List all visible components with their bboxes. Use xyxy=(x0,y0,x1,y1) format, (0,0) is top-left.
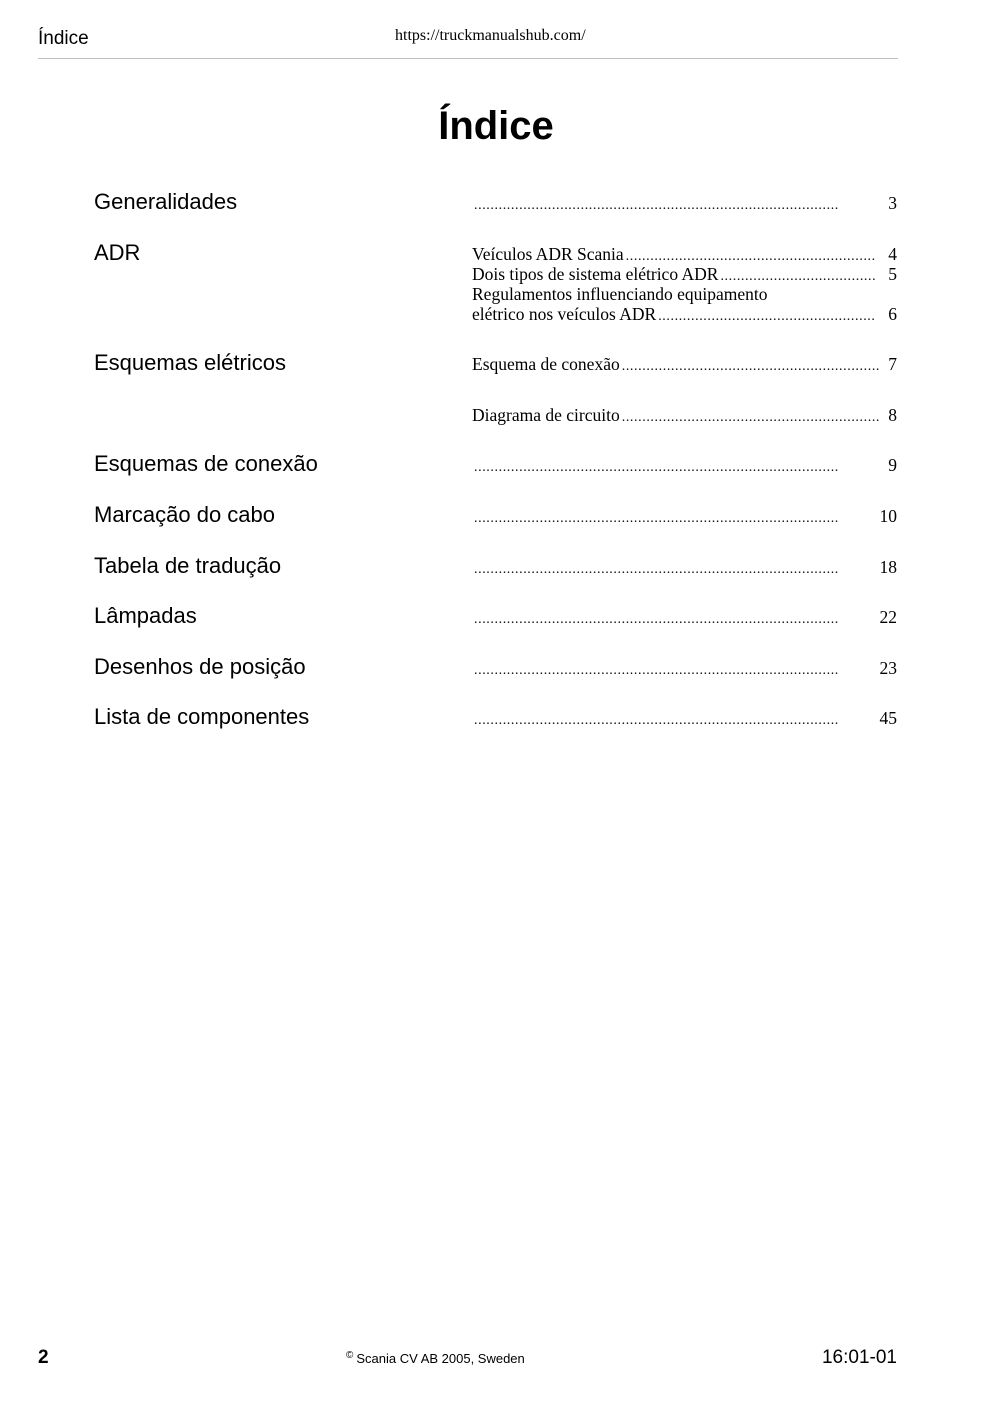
toc-section-marcacao-cabo: Marcação do cabo xyxy=(94,502,275,527)
toc-entry-label: Veículos ADR Scania xyxy=(472,244,624,264)
toc-section-desenhos-posicao: Desenhos de posição xyxy=(94,654,306,679)
toc-entry-label: elétrico nos veículos ADR xyxy=(472,304,657,324)
toc-entry-diagrama-circuito[interactable] xyxy=(472,405,897,428)
toc-page-number: 3 xyxy=(888,193,897,213)
footer-copyright xyxy=(346,1350,525,1366)
toc-entry-tabela-traducao[interactable] xyxy=(472,557,897,580)
toc-dot-leader: ...................................... xyxy=(720,269,877,284)
toc-page-number: 22 xyxy=(879,607,897,627)
toc-page-number: 6 xyxy=(888,304,897,324)
toc-page-number: 45 xyxy=(879,708,897,728)
toc-entry-label: Dois tipos de sistema elétrico ADR xyxy=(472,264,719,284)
toc-entry-esquema-conexao[interactable] xyxy=(472,354,897,377)
toc-entry-regulamentos[interactable] xyxy=(472,304,897,327)
footer-page-number: 2 xyxy=(38,1347,49,1368)
toc-entry-desenhos-posicao[interactable] xyxy=(472,658,897,681)
toc-dot-leader: ......................................................................................... xyxy=(474,460,839,475)
toc-section-esquemas-conexao: Esquemas de conexão xyxy=(94,451,318,476)
toc-dot-leader: ......................................................................................... xyxy=(474,713,839,728)
toc-section-adr: ADR xyxy=(94,240,141,265)
toc-entry-generalidades[interactable] xyxy=(472,193,897,216)
toc-page-number: 23 xyxy=(879,658,897,678)
toc-entry-label: Diagrama de circuito xyxy=(472,405,620,425)
toc-dot-leader: ............................................................... xyxy=(621,359,881,374)
toc-page-number: 9 xyxy=(888,455,897,475)
footer-date-code: 16:01-01 xyxy=(821,1347,897,1368)
toc-page-number: 7 xyxy=(888,354,897,374)
toc-entry-lampadas[interactable] xyxy=(472,607,897,630)
toc-entry-label: Esquema de conexão xyxy=(472,354,620,374)
toc-page-number: 18 xyxy=(879,557,897,577)
header-section-name: Índice xyxy=(38,28,89,49)
toc-section-tabela-traducao: Tabela de tradução xyxy=(94,553,282,578)
header-url-link[interactable]: https://truckmanualshub.com/ xyxy=(395,27,586,44)
toc-dot-leader: ............................................................. xyxy=(625,249,876,264)
toc-dot-leader: ......................................................................................... xyxy=(474,198,839,213)
toc-page-number: 10 xyxy=(879,506,897,526)
toc-dot-leader: ......................................................................................... xyxy=(474,562,839,577)
copyright-symbol: © xyxy=(346,1350,354,1361)
toc-section-generalidades: Generalidades xyxy=(94,189,238,214)
header-divider xyxy=(38,58,898,59)
toc-section-lista-componentes: Lista de componentes xyxy=(94,704,310,729)
toc-section-esquemas-eletricos: Esquemas elétricos xyxy=(94,350,286,375)
toc-dot-leader: ......................................................................................... xyxy=(474,663,839,678)
copyright-text: Scania CV AB 2005, Sweden xyxy=(356,1351,525,1366)
toc-entry-regulamentos-line1[interactable]: Regulamentos influenciando equipamento xyxy=(472,284,768,304)
toc-entry-marcacao-cabo[interactable] xyxy=(472,506,897,529)
toc-dot-leader: ......................................................................................... xyxy=(474,511,839,526)
toc-dot-leader: ......................................................................................... xyxy=(474,612,839,627)
toc-page-number: 5 xyxy=(888,264,897,284)
page-title: Índice xyxy=(438,104,554,148)
toc-entry-lista-componentes[interactable] xyxy=(472,708,897,731)
toc-dot-leader: ..................................................... xyxy=(658,309,876,324)
toc-page-number: 4 xyxy=(888,244,897,264)
toc-entry-esquemas-conexao[interactable] xyxy=(472,455,897,478)
toc-dot-leader: ............................................................... xyxy=(621,410,881,425)
toc-page-number: 8 xyxy=(888,405,897,425)
toc-section-lampadas: Lâmpadas xyxy=(94,603,197,628)
